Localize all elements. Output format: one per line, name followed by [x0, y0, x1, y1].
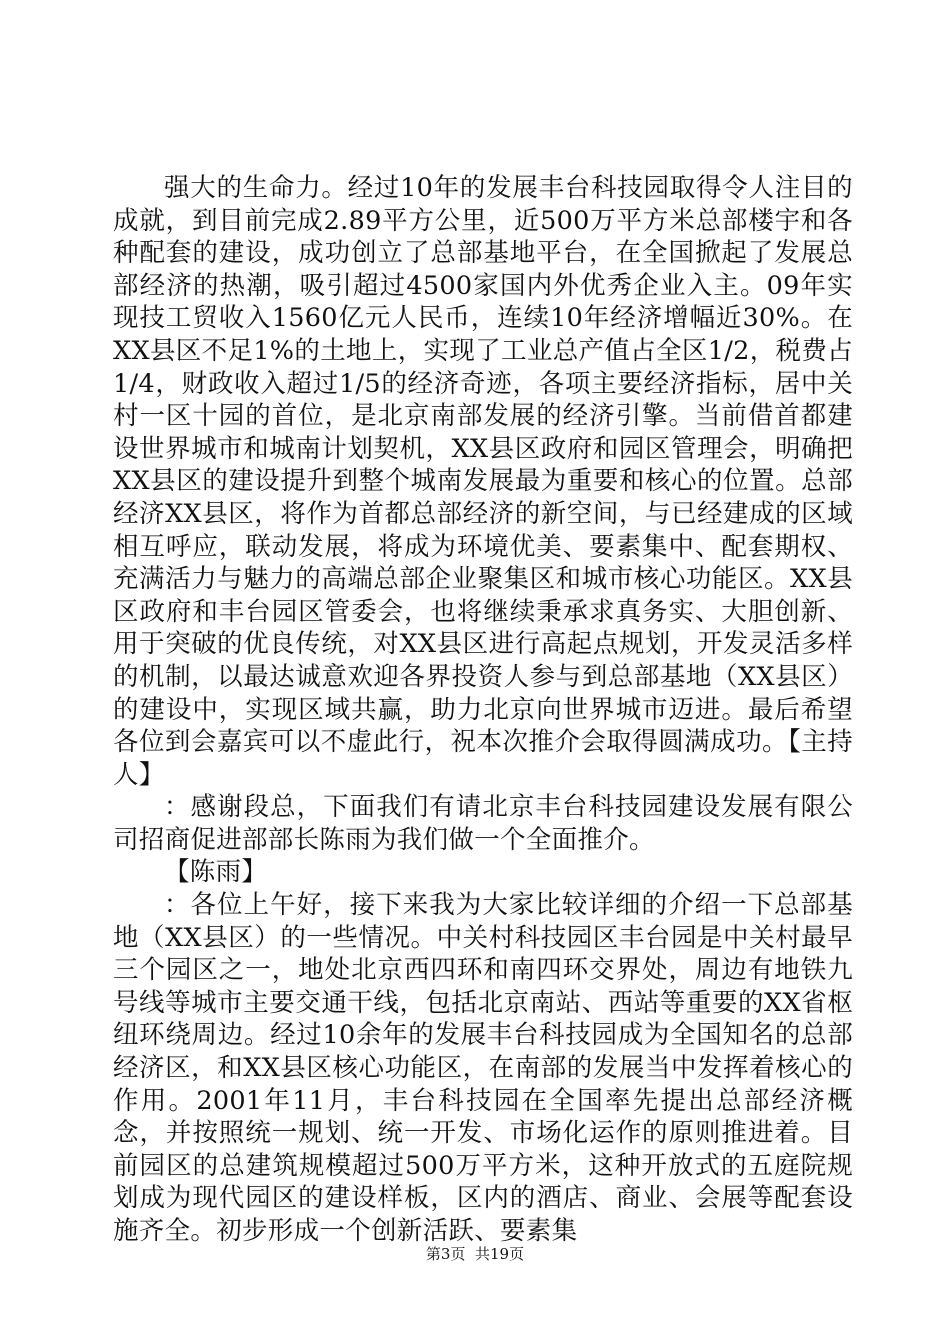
- paragraph-4: ：各位上午好，接下来我为大家比较详细的介绍一下总部基地（XX县区）的一些情况。中关村科技园区丰台园是中关村最早三个园区之一，地处北京西四环和南四环交界处，周边有地铁九号线等城市主要交通干线，包括北京南站、西站等重要的XX省枢纽环绕周边。经过10余年的发展丰台科技园成为全国知名的总部经济区，和XX县区核心功能区，在南部的发展当中发挥着核心的作用。2001年11月，丰台科技园在全国率先提出总部经济概念，并按照统一规划、统一开发、市场化运作的原则推进着。目前园区的总建筑规模超过500万平方米，这种开放式的五庭院规划成为现代园区的建设样板，区内的酒店、商业、会展等配套设施齐全。初步形成一个创新活跃、要素集: [113, 890, 853, 1246]
- paragraph-1: 强大的生命力。经过10年的发展丰台科技园取得令人注目的成就，到目前完成2.89平方公里，近500万平方米总部楼宇和各种配套的建设，成功创立了总部基地平台，在全国掀起了发展总部经济的热潮，吸引超过4500家国内外优秀企业入主。09年实现技工贸收入1560亿元人民币，连续10年经济增幅近30%。在XX县区不足1%的土地上，实现了工业总产值占全区1/2，税费占1/4，财政收入超过1/5的经济奇迹，各项主要经济指标，居中关村一区十园的首位，是北京南部发展的经济引擎。当前借首都建设世界城市和城南计划契机，XX县区政府和园区管理会，明确把XX县区的建设提升到整个城南发展最为重要和核心的位置。总部经济XX县区，将作为首都总部经济的新空间，与已经建成的区域相互呼应，联动发展，将成为环境优美、要素集中、配套期权、充满活力与魅力的高端总部企业聚集区和城市核心功能区。XX县区政府和丰台园区管委会，也将继续秉承求真务实、大胆创新、用于突破的优良传统，对XX县区进行高起点规划，开发灵活多样的机制，以最达诚意欢迎各界投资人参与到总部基地（XX县区）的建设中，实现区域共赢，助力北京向世界城市迈进。最后希望各位到会嘉宾可以不虚此行，祝本次推介会取得圆满成功。【主持人】: [113, 173, 853, 790]
- document-body: [113, 172, 853, 1248]
- page-number: 第3页 共19页: [425, 1245, 525, 1263]
- paragraph-2: ：感谢段总，下面我们有请北京丰台科技园建设发展有限公司招商促进部部长陈雨为我们做一个全面推介。: [113, 792, 853, 855]
- page-footer: [0, 1245, 950, 1263]
- paragraph-3: 【陈雨】: [164, 857, 268, 888]
